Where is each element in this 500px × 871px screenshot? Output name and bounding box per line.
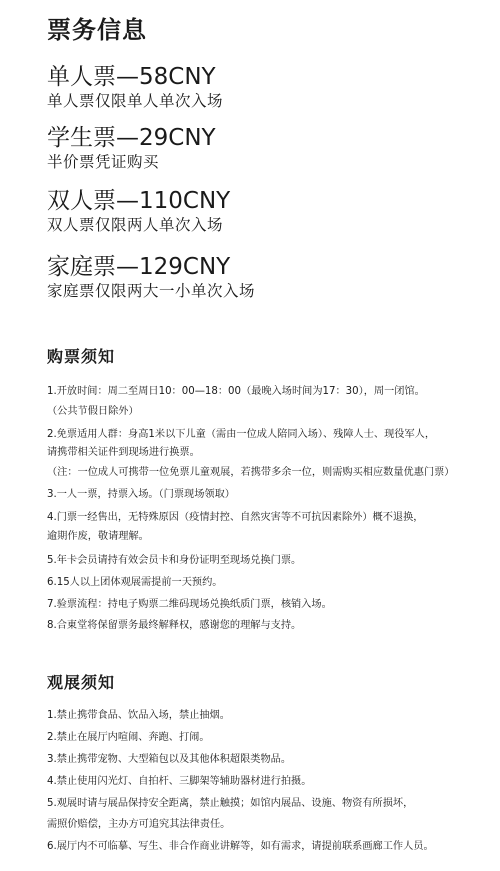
purchase-rule-line: 6.15人以上团体观展需提前一天预约。 <box>47 577 223 588</box>
ticket-description: 双人票仅限两人单次入场 <box>47 216 224 234</box>
viewing-rule-line: 3.禁止携带宠物、大型箱包以及其他体积超限类物品。 <box>47 754 292 765</box>
purchase-rule-line: 8.合東堂将保留票务最终解释权，感谢您的理解与支持。 <box>47 620 302 631</box>
viewing-notice-title: 观展须知 <box>47 673 116 692</box>
purchase-notice-title: 购票须知 <box>47 347 116 366</box>
purchase-rule-line: 请携带相关证件到现场进行换票。 <box>47 447 200 458</box>
purchase-rule-line: （注：一位成人可携带一位免票儿童观展，若携带多余一位，则需购买相应数量优惠门票） <box>47 467 455 478</box>
viewing-rule-line: 6.展厅内不可临摹、写生、非合作商业讲解等，如有需求，请提前联系画廊工作人员。 <box>47 841 434 852</box>
ticket-description: 家庭票仅限两大一小单次入场 <box>47 282 256 300</box>
ticket-student <box>47 125 216 172</box>
ticket-description: 单人票仅限单人单次入场 <box>47 92 224 110</box>
page-title: 票务信息 <box>47 16 147 44</box>
purchase-rule-line: 2.免票适用人群：身高1米以下儿童（需由一位成人陪同入场）、残障人士、现役军人， <box>47 429 436 440</box>
purchase-rule-line: 4.门票一经售出，无特殊原因（疫情封控、自然灾害等不可抗因素除外）概不退换， <box>47 512 424 523</box>
ticket-name: 双人票—110CNY <box>47 188 231 214</box>
viewing-rule-line: 需照价赔偿，主办方可追究其法律责任。 <box>47 819 231 830</box>
ticket-description: 半价票凭证购买 <box>47 153 160 171</box>
purchase-rule-line: 1.开放时间：周二至周日10：00—18：00（最晚入场时间为17：30），周一闭馆。 <box>47 386 425 397</box>
viewing-rule-line: 5.观展时请与展品保持安全距离，禁止触摸；如馆内展品、设施、物资有所损坏， <box>47 798 414 809</box>
viewing-rule-line: 1.禁止携带食品、饮品入场，禁止抽烟。 <box>47 710 230 721</box>
ticket-family <box>47 254 255 301</box>
viewing-rule-line: 2.禁止在展厅内喧闹、奔跑、打闹。 <box>47 732 210 743</box>
purchase-rule-line: （公共节假日除外） <box>47 406 139 417</box>
purchase-rule-line: 逾期作废，敬请理解。 <box>47 531 149 542</box>
ticket-name: 学生票—29CNY <box>47 125 216 151</box>
viewing-rule-line: 4.禁止使用闪光灯、自拍杆、三脚架等辅助器材进行拍摄。 <box>47 776 312 787</box>
ticket-name: 单人票—58CNY <box>47 64 216 90</box>
ticket-double <box>47 188 230 235</box>
ticket-single <box>47 64 223 111</box>
ticket-name: 家庭票—129CNY <box>47 254 231 280</box>
purchase-rule-line: 5.年卡会员请持有效会员卡和身份证明至现场兑换门票。 <box>47 555 302 566</box>
purchase-rule-line: 3.一人一票，持票入场。（门票现场领取） <box>47 489 235 500</box>
purchase-rule-line: 7.验票流程：持电子购票二维码现场兑换纸质门票，核销入场。 <box>47 599 332 610</box>
